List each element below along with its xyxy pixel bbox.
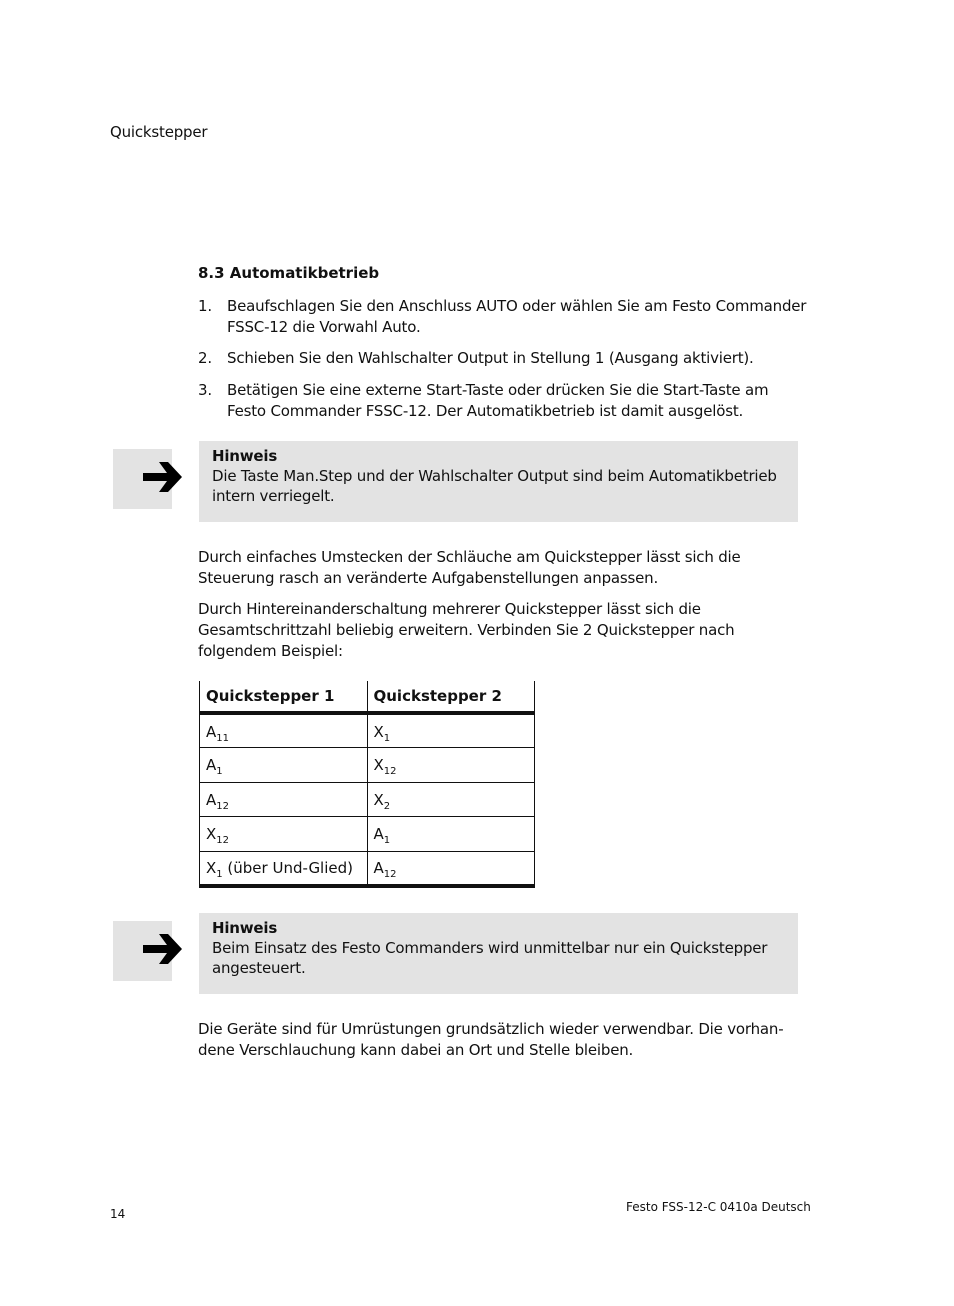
step-number: 2.	[198, 349, 212, 367]
table-cell	[367, 713, 535, 748]
cell-base: X	[373, 790, 384, 809]
paragraph: Durch Hintereinanderschaltung mehrerer Quickstepper lässt sich die Gesamtschrittzahl beliebig erweitern. Verbinden Sie 2 Quickstepper nach folgendem Beispiel:	[198, 600, 735, 660]
cell-sub: 1	[216, 766, 223, 778]
note-text: Beim Einsatz des Festo Commanders wird unmittelbar nur ein Quickstepper angesteuert.	[212, 939, 768, 977]
table-cell	[367, 748, 535, 783]
paragraph: Durch einfaches Umstecken der Schläuche am Quickstepper lässt sich die Steuerung rasch an veränderte Aufgabenstellungen anpassen.	[198, 548, 741, 587]
table-cell	[367, 817, 535, 852]
note-title: Hinweis	[212, 919, 278, 937]
step-2	[198, 348, 808, 369]
table-header-row	[200, 681, 535, 713]
step-text: Schieben Sie den Wahlschalter Output in Stellung 1 (Ausgang aktiviert).	[227, 349, 754, 367]
cell-base: X	[206, 859, 217, 877]
note-box	[199, 441, 798, 522]
cell-sub: 1	[383, 732, 391, 744]
table-row	[200, 851, 535, 886]
table-row	[200, 782, 535, 817]
section-heading: 8.3 Automatikbetrieb	[198, 264, 380, 282]
connection-table	[199, 681, 535, 888]
table-cell	[200, 851, 368, 886]
step-number: 1.	[198, 297, 212, 315]
arrow-icon	[113, 449, 172, 509]
note-text: Die Taste Man.Step und der Wahlschalter Output sind beim Automatikbetrieb intern verriegelt.	[212, 467, 777, 505]
cell-sub: 12	[216, 835, 230, 847]
cell-base: A	[206, 722, 217, 741]
table-cell	[200, 748, 368, 783]
column-header: Quickstepper 1	[200, 681, 368, 713]
cell-base: X	[206, 825, 217, 844]
page-number: 14	[110, 1207, 126, 1221]
table-row	[200, 817, 535, 852]
column-header: Quickstepper 2	[367, 681, 535, 713]
cell-sub: 2	[383, 800, 391, 812]
table-row	[200, 748, 535, 783]
table-row	[200, 713, 535, 748]
table-cell	[367, 782, 535, 817]
step-1	[198, 296, 808, 338]
table-cell	[367, 851, 535, 886]
running-title: Quickstepper	[110, 123, 208, 141]
note-title: Hinweis	[212, 447, 278, 465]
step-number: 3.	[198, 381, 212, 399]
paragraph: Die Geräte sind für Umrüstungen grundsätzlich wieder verwendbar. Die vorhan-dene Verschlauchung kann dabei an Ort und Stelle bleiben.	[198, 1020, 784, 1059]
cell-base: X	[373, 756, 384, 775]
cell-sub: 11	[216, 732, 229, 744]
cell-sub: 1	[216, 869, 223, 880]
step-text: Betätigen Sie eine externe Start-Taste oder drücken Sie die Start-Taste am Festo Commander FSSC-12. Der Automatikbetrieb ist damit ausgelöst.	[227, 381, 769, 420]
table-cell	[200, 782, 368, 817]
cell-sub: 12	[383, 766, 397, 778]
table-cell	[200, 817, 368, 852]
cell-base: A	[206, 756, 217, 775]
table-cell	[200, 713, 368, 748]
step-text: Beaufschlagen Sie den Anschluss AUTO oder wählen Sie am Festo Commander FSSC-12 die Vorwahl Auto.	[227, 297, 807, 336]
cell-base: X	[373, 722, 384, 741]
arrow-icon	[113, 921, 172, 981]
cell-base: A	[206, 790, 217, 809]
step-3	[198, 380, 808, 422]
cell-sub: 12	[383, 869, 397, 880]
cell-base: A	[373, 825, 384, 844]
footer-doc-id: Festo FSS-12-C 0410a Deutsch	[626, 1200, 811, 1214]
note-box	[199, 913, 798, 994]
cell-sub: 12	[216, 800, 229, 812]
cell-suffix: (über Und-Glied)	[222, 859, 353, 877]
cell-base: A	[373, 859, 384, 877]
cell-sub: 1	[383, 835, 391, 847]
